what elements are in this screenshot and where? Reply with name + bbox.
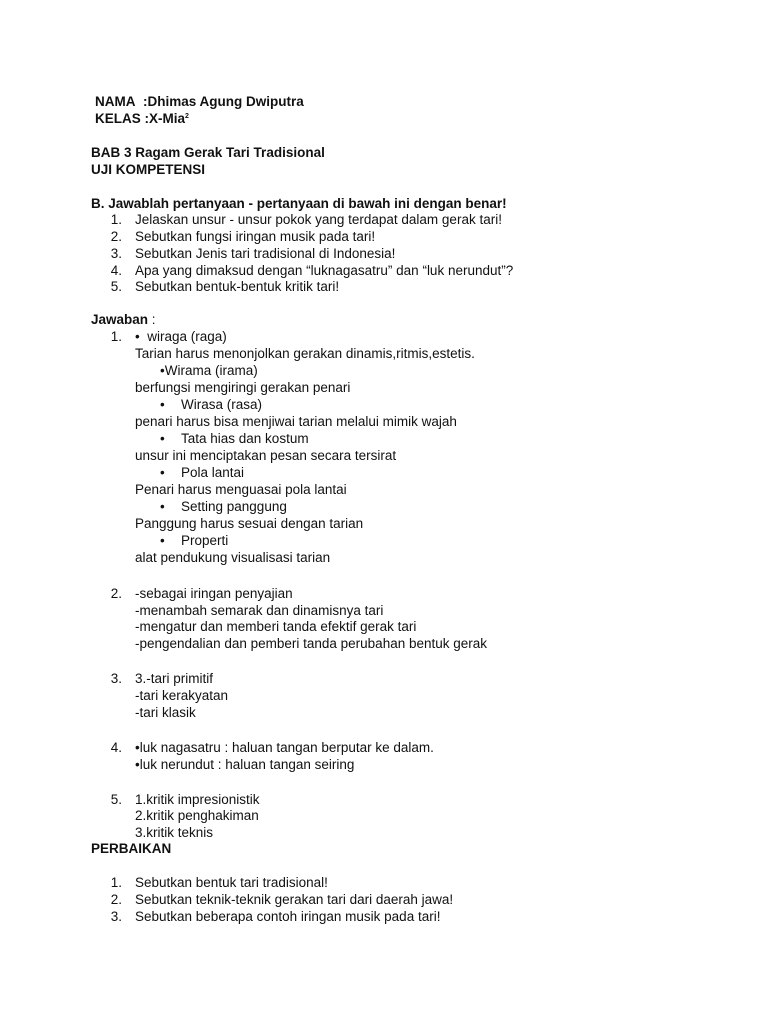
bullet-icon: •: [160, 533, 165, 548]
question-number: 3.: [110, 246, 122, 261]
question-text: Sebutkan bentuk-bentuk kritik tari!: [135, 279, 340, 294]
answer-description: Panggung harus sesuai dengan tarian: [135, 516, 364, 531]
perbaikan-text: Sebutkan bentuk tari tradisional!: [135, 875, 328, 890]
answer-description: alat pendukung visualisasi tarian: [135, 550, 331, 565]
answer-line: 3.-tari primitif: [135, 671, 214, 686]
bullet-icon: •: [135, 329, 140, 344]
question-text: Sebutkan fungsi iringan musik pada tari!: [135, 229, 376, 244]
answers-heading-line: [91, 311, 156, 328]
answer-description: Penari harus menguasai pola lantai: [135, 482, 347, 497]
perbaikan-heading: PERBAIKAN: [91, 841, 172, 856]
questions-heading: B. Jawablah pertanyaan - pertanyaan di bawah ini dengan benar!: [91, 196, 507, 211]
question-text: Sebutkan Jenis tari tradisional di Indonesia!: [135, 246, 396, 261]
answer-number: 1.: [110, 329, 122, 344]
question-number: 5.: [110, 279, 122, 294]
perbaikan-text: Sebutkan beberapa contoh iringan musik pada tari!: [135, 909, 441, 924]
question-number: 4.: [110, 263, 122, 278]
perbaikan-number: 2.: [110, 892, 122, 907]
perbaikan-number: 3.: [110, 909, 122, 924]
answer-description: unsur ini menciptakan pesan secara tersirat: [135, 448, 397, 463]
answer-line: 2.kritik penghakiman: [135, 808, 259, 823]
bullet-icon: •: [160, 465, 165, 480]
bullet-label: Tata hias dan kostum: [181, 431, 309, 446]
answer-line: -tari kerakyatan: [135, 688, 229, 703]
answer-line: -sebagai iringan penyajian: [135, 586, 293, 601]
question-number: 2.: [110, 229, 122, 244]
bullet-icon: •: [160, 397, 165, 412]
answer-number: 3.: [110, 671, 122, 686]
question-text: Jelaskan unsur - unsur pokok yang terdapat dalam gerak tari!: [135, 212, 502, 227]
answer-description: Tarian harus menonjolkan gerakan dinamis,ritmis,estetis.: [135, 346, 475, 361]
student-name-line: [95, 93, 304, 110]
bullet-label: Wirasa (rasa): [181, 397, 263, 412]
bullet-icon: •: [160, 431, 165, 446]
question-text: Apa yang dimaksud dengan “luknagasatru” dan “luk nerundut”?: [135, 263, 514, 278]
bullet-label: Pola lantai: [181, 465, 245, 480]
answer-line: 3.kritik teknis: [135, 825, 214, 840]
class-label: KELAS :X-Mia: [95, 111, 186, 126]
answer-line: -pengendalian dan pemberi tanda perubahan bentuk gerak: [135, 636, 488, 651]
answer-description: berfungsi mengiringi gerakan penari: [135, 380, 351, 395]
answer-1-first-item: [135, 328, 227, 345]
answer-line: -mengatur dan memberi tanda efektif gerak tari: [135, 619, 417, 634]
answers-heading: Jawaban: [91, 312, 149, 327]
answer-number: 4.: [110, 740, 122, 755]
answer-line: -menambah semarak dan dinamisnya tari: [135, 603, 384, 618]
answer-number: 5.: [110, 792, 122, 807]
perbaikan-number: 1.: [110, 875, 122, 890]
answers-heading-colon: :: [148, 312, 156, 327]
perbaikan-text: Sebutkan teknik-teknik gerakan tari dari daerah jawa!: [135, 892, 454, 907]
answer-number: 2.: [110, 586, 122, 601]
question-number: 1.: [110, 212, 122, 227]
answer-description: penari harus bisa menjiwai tarian melalui mimik wajah: [135, 414, 457, 429]
class-superscript: 2: [185, 113, 189, 120]
bullet-label: Setting panggung: [181, 499, 287, 514]
answer-line: 1.kritik impresionistik: [135, 792, 260, 807]
bullet-label: wiraga (raga): [147, 329, 227, 344]
bullet-icon: •: [160, 499, 165, 514]
name-label: NAMA: [95, 94, 136, 109]
chapter-title: BAB 3 Ragam Gerak Tari Tradisional: [91, 145, 325, 160]
answer-line: -tari klasik: [135, 705, 196, 720]
chapter-subtitle: UJI KOMPETENSI: [91, 162, 206, 177]
answer-line: •luk nerundut : haluan tangan seiring: [135, 757, 355, 772]
answer-line: •luk nagasatru : haluan tangan berputar ke dalam.: [135, 740, 434, 755]
bullet-label: •Wirama (irama): [160, 363, 258, 378]
name-value: :Dhimas Agung Dwiputra: [143, 94, 304, 109]
bullet-label: Properti: [181, 533, 229, 548]
student-class-line: [95, 110, 189, 127]
